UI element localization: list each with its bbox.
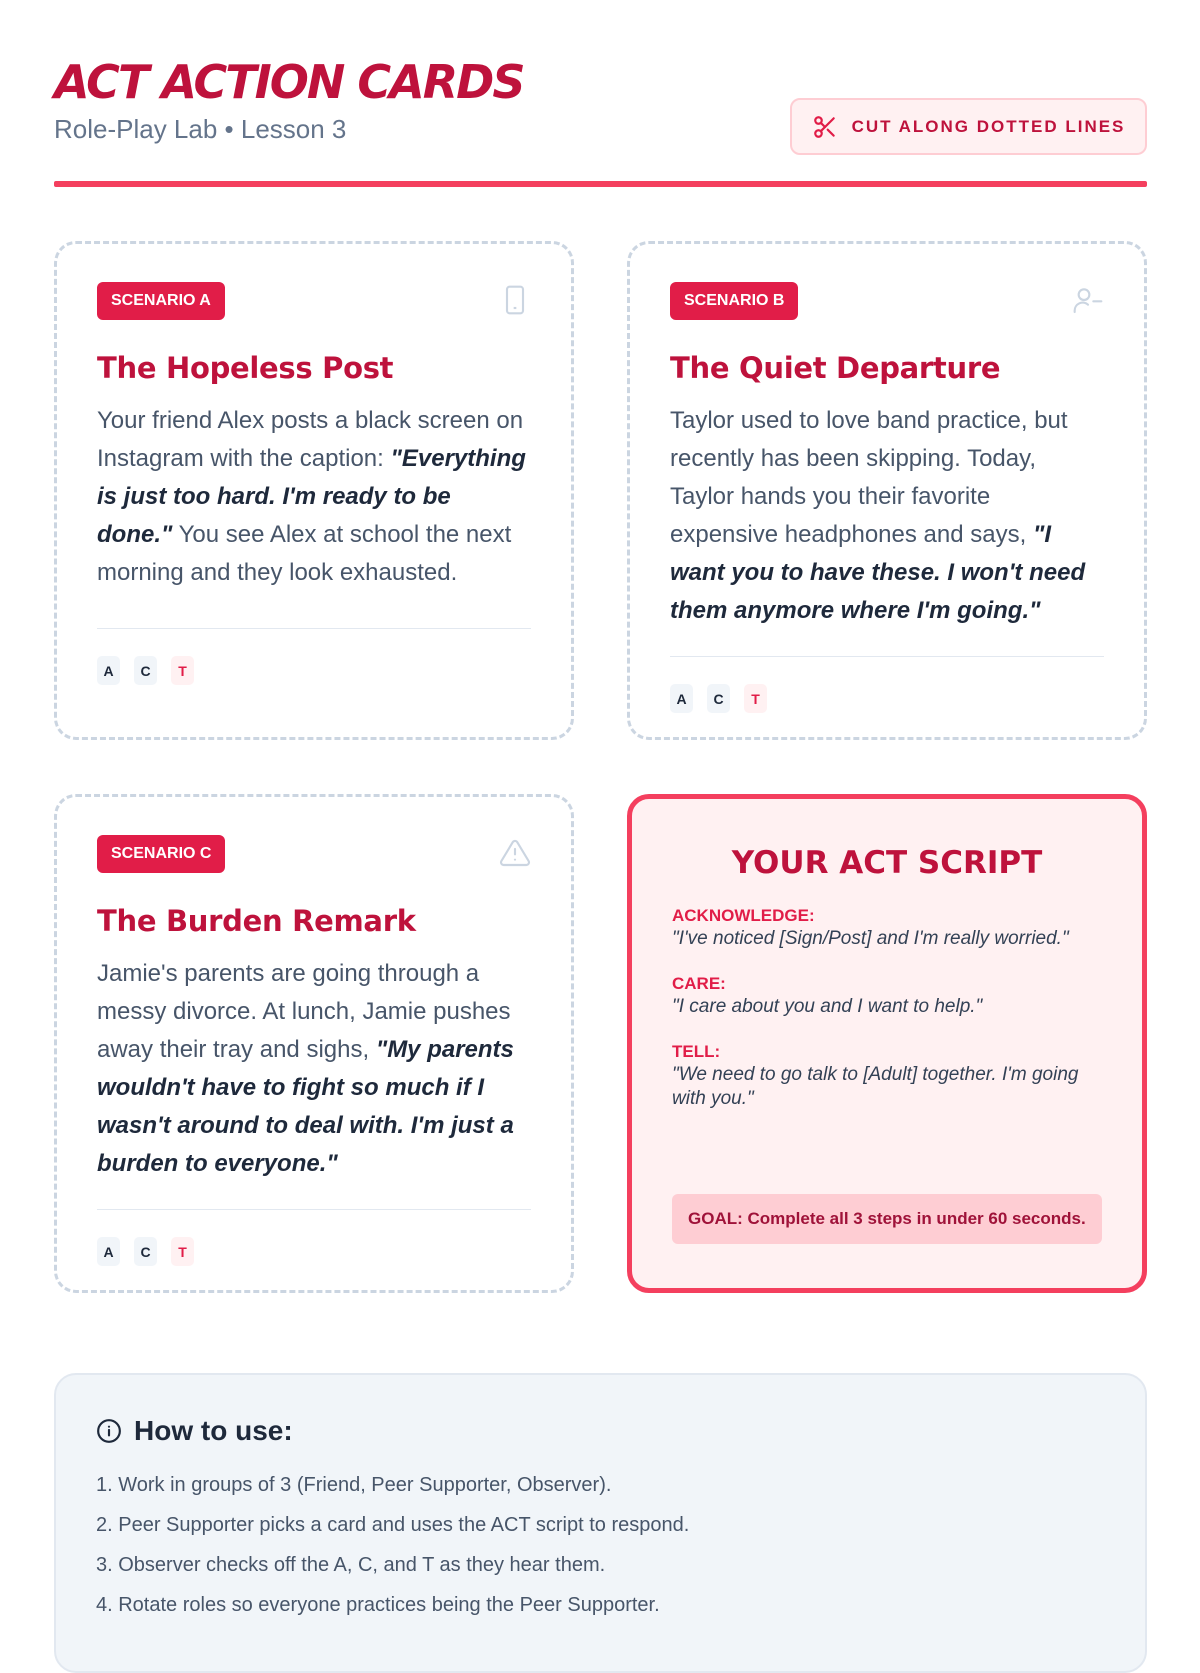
warning-triangle-icon bbox=[499, 837, 531, 869]
card-divider bbox=[97, 1209, 531, 1210]
check-a[interactable]: A bbox=[670, 684, 693, 713]
scenario-tag: SCENARIO B bbox=[670, 282, 798, 320]
how-to-item: 2. Peer Supporter picks a card and uses the ACT script to respond. bbox=[96, 1514, 690, 1536]
how-to-item: 4. Rotate roles so everyone practices being the Peer Supporter. bbox=[96, 1594, 660, 1616]
step-label: ACKNOWLEDGE: bbox=[672, 906, 815, 925]
step-label: TELL: bbox=[672, 1042, 721, 1061]
page-title: ACT ACTION CARDS bbox=[54, 55, 524, 109]
scenario-description bbox=[670, 402, 1104, 630]
scenario-quote: "I want you to have these. I won't need them anymore where I'm going." bbox=[670, 521, 1086, 624]
scenario-title: The Burden Remark bbox=[97, 904, 416, 938]
check-a[interactable]: A bbox=[97, 656, 120, 685]
user-minus-icon bbox=[1072, 284, 1104, 316]
how-to-title: How to use: bbox=[134, 1415, 293, 1446]
card-divider bbox=[670, 656, 1104, 657]
step-text: "We need to go talk to [Adult] together. I'm going with you." bbox=[672, 1064, 1079, 1109]
check-a[interactable]: A bbox=[97, 1237, 120, 1266]
script-goal: GOAL: Complete all 3 steps in under 60 seconds. bbox=[672, 1194, 1102, 1244]
how-to-use-panel bbox=[54, 1373, 1147, 1673]
check-t[interactable]: T bbox=[744, 684, 767, 713]
scenario-description bbox=[97, 402, 531, 592]
scenario-card-c bbox=[54, 794, 574, 1293]
scenario-text: Your friend Alex posts a black screen on Instagram with the caption: bbox=[97, 407, 524, 472]
act-checkboxes bbox=[670, 684, 767, 713]
act-script-card bbox=[627, 794, 1147, 1293]
scenario-card-a bbox=[54, 241, 574, 740]
how-to-item: 3. Observer checks off the A, C, and T as they hear them. bbox=[96, 1554, 606, 1576]
check-c[interactable]: C bbox=[707, 684, 730, 713]
scenario-title: The Hopeless Post bbox=[97, 351, 394, 385]
how-to-header bbox=[96, 1415, 1105, 1447]
script-title: YOUR ACT SCRIPT bbox=[731, 845, 1043, 881]
cut-instruction-label: CUT ALONG DOTTED LINES bbox=[851, 116, 1126, 136]
act-checkboxes bbox=[97, 656, 194, 685]
scenario-tag: SCENARIO C bbox=[97, 835, 225, 873]
scenario-quote: "Everything is just too hard. I'm ready to be done." bbox=[97, 445, 526, 548]
page-subtitle: Role-Play Lab • Lesson 3 bbox=[54, 114, 347, 144]
page-header bbox=[54, 56, 1147, 186]
check-c[interactable]: C bbox=[134, 1237, 157, 1266]
scissors-icon bbox=[812, 114, 838, 140]
step-text: "I've noticed [Sign/Post] and I'm really worried." bbox=[672, 928, 1069, 949]
act-checkboxes bbox=[97, 1237, 194, 1266]
cut-instruction-badge bbox=[790, 98, 1147, 155]
scenario-tag: SCENARIO A bbox=[97, 282, 225, 320]
header-divider bbox=[54, 181, 1147, 187]
scenario-card-b bbox=[627, 241, 1147, 740]
scenario-text-after: You see Alex at school the next morning and they look exhausted. bbox=[97, 521, 512, 586]
scenario-text: Taylor used to love band practice, but recently has been skipping. Today, Taylor hands you their favorite expensive headphones and says, bbox=[670, 407, 1068, 548]
check-t[interactable]: T bbox=[171, 1237, 194, 1266]
scenario-title: The Quiet Departure bbox=[670, 351, 1001, 385]
step-text: "I care about you and I want to help." bbox=[672, 996, 983, 1017]
scenario-text: Jamie's parents are going through a messy divorce. At lunch, Jamie pushes away their tray and sighs, bbox=[97, 960, 511, 1063]
phone-icon bbox=[499, 284, 531, 316]
check-t[interactable]: T bbox=[171, 656, 194, 685]
how-to-list bbox=[96, 1465, 1105, 1625]
check-c[interactable]: C bbox=[134, 656, 157, 685]
scenario-quote: "My parents wouldn't have to fight so much if I wasn't around to deal with. I'm just a burden to everyone." bbox=[97, 1036, 514, 1177]
script-step-care bbox=[672, 973, 1102, 1019]
card-divider bbox=[97, 628, 531, 629]
script-step-acknowledge bbox=[672, 905, 1102, 951]
scenario-description bbox=[97, 955, 531, 1183]
script-step-tell bbox=[672, 1041, 1102, 1111]
step-label: CARE: bbox=[672, 974, 726, 993]
info-icon bbox=[96, 1418, 122, 1444]
how-to-item: 1. Work in groups of 3 (Friend, Peer Supporter, Observer). bbox=[96, 1474, 612, 1496]
